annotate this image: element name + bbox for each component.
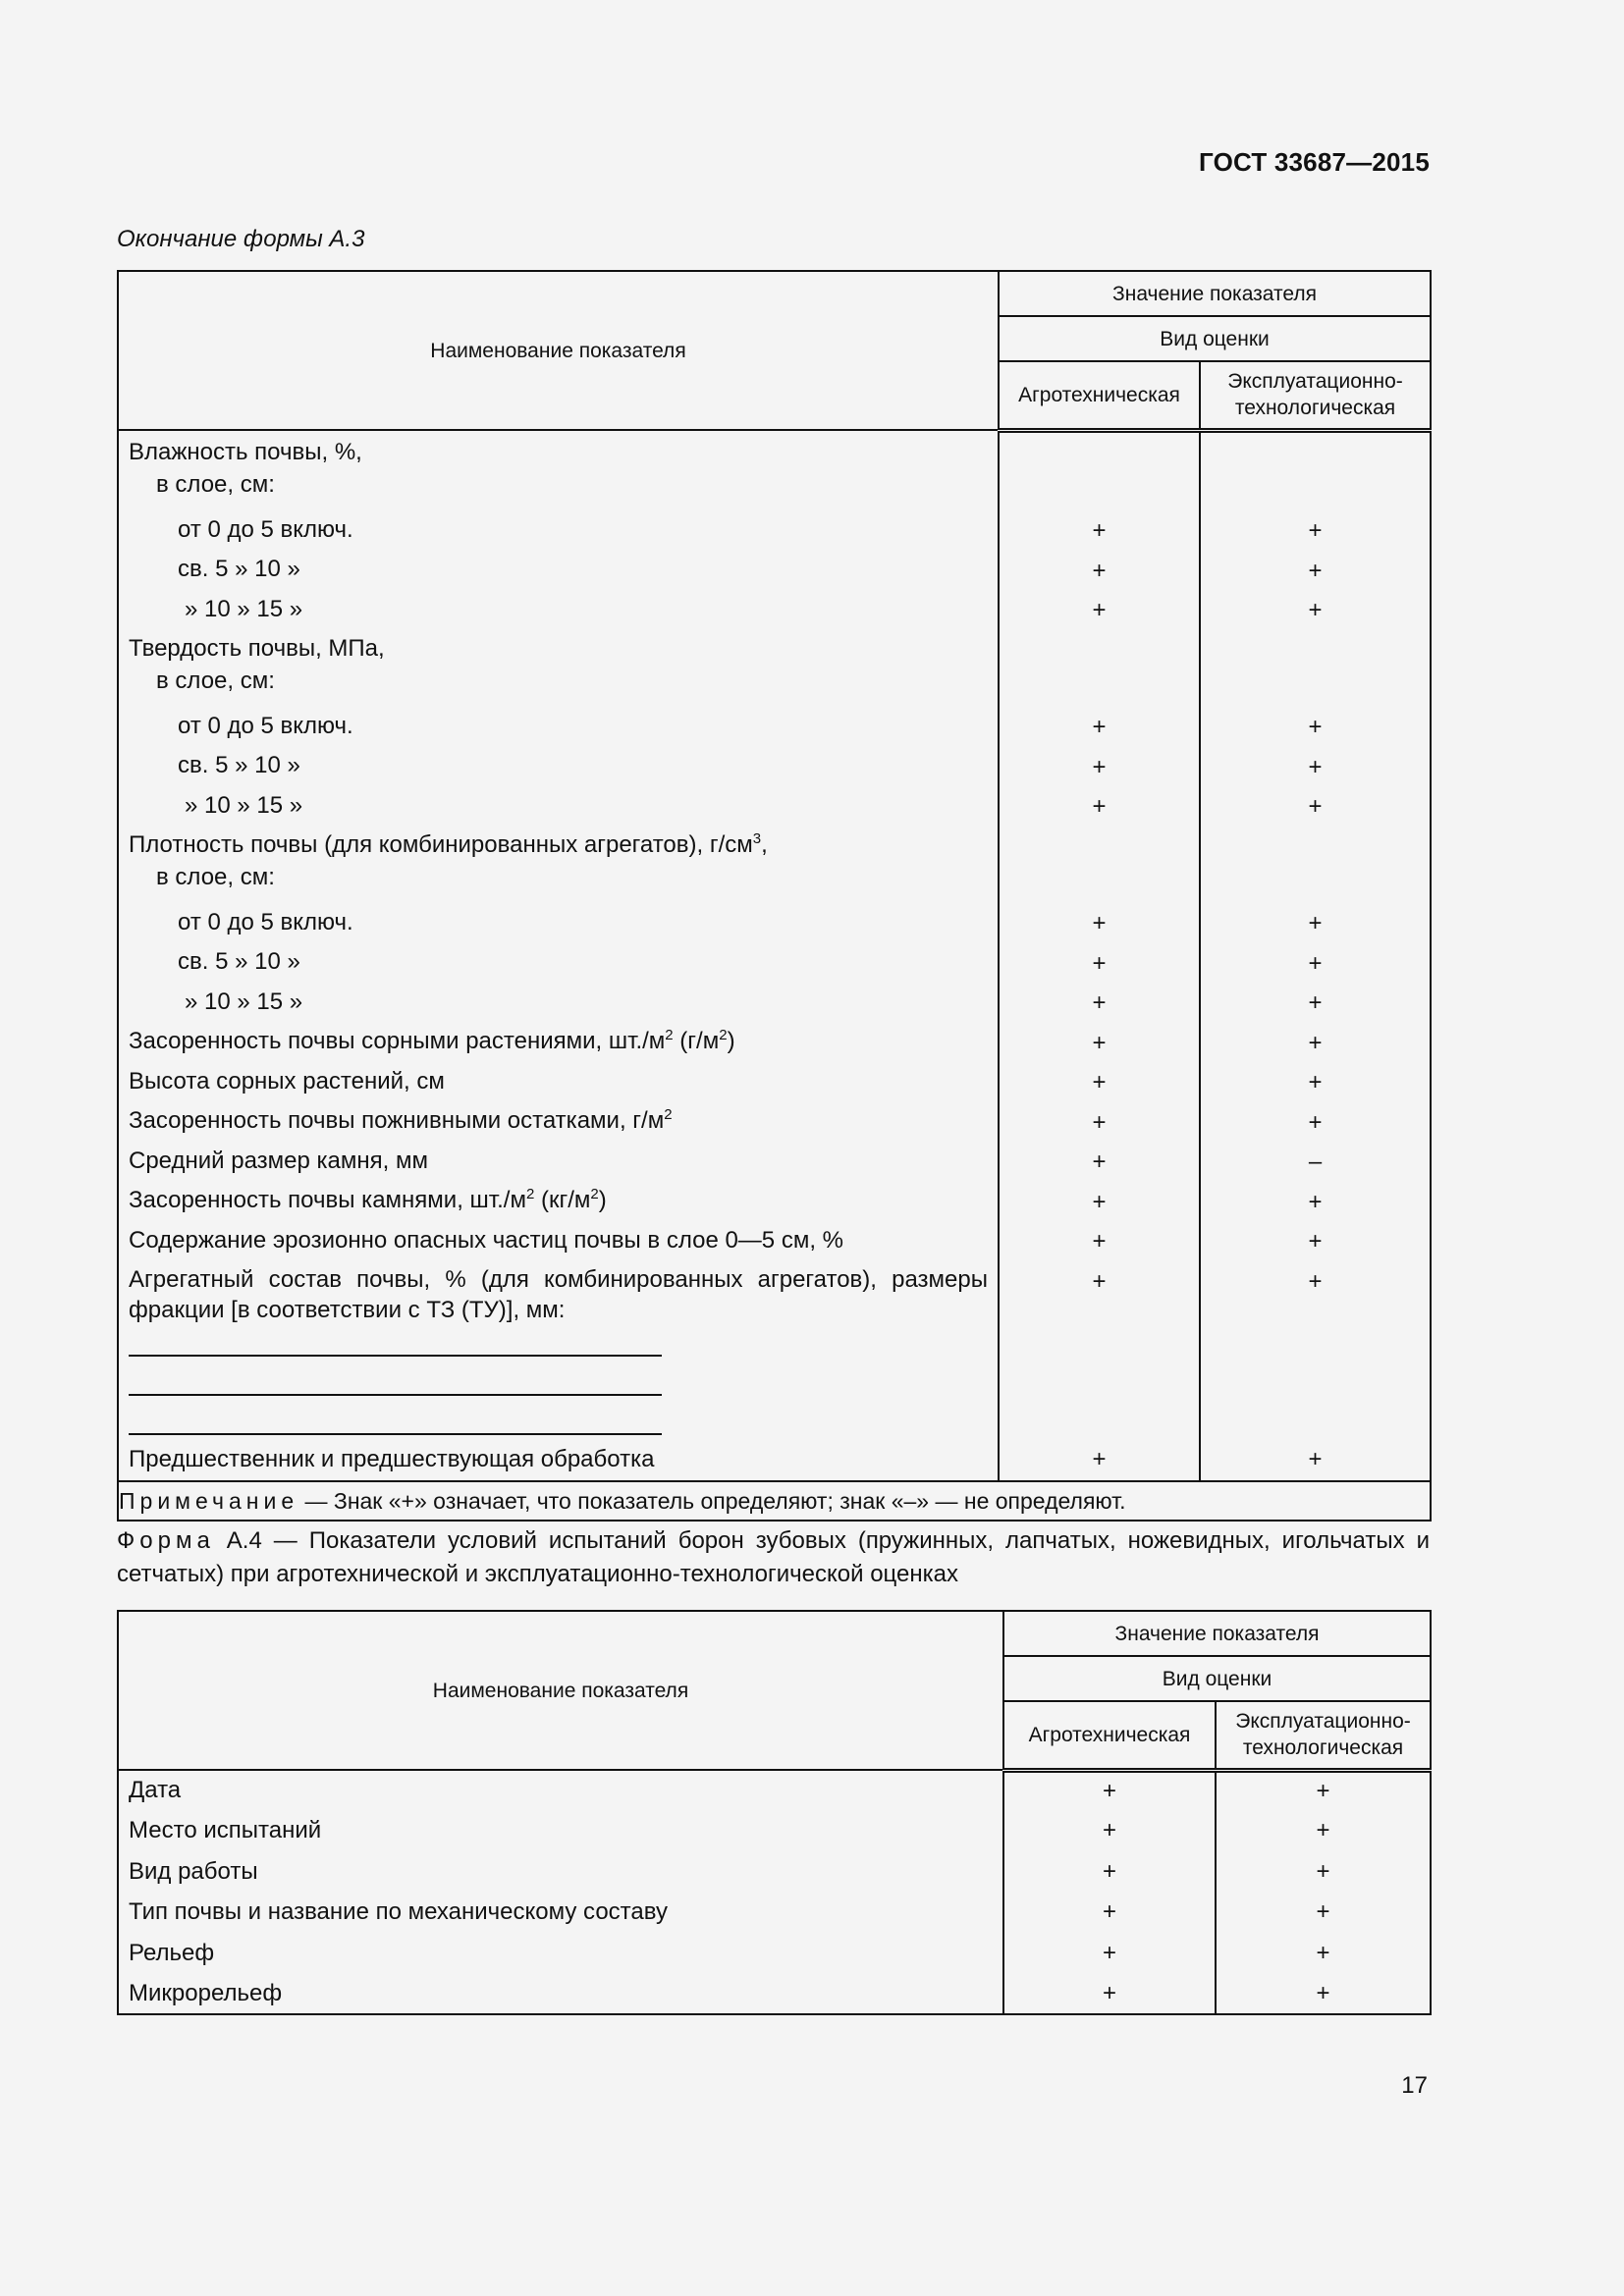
header-assessment-type: Вид оценки — [1003, 1656, 1431, 1701]
table-row: Влажность почвы, %, — [129, 439, 362, 465]
blank-fill-line — [129, 1357, 662, 1396]
table-row: Предшественник и предшествующая обработка — [129, 1446, 655, 1472]
value-cell: + — [1092, 1228, 1107, 1255]
table1-caption: Окончание формы А.3 — [117, 226, 365, 252]
table-form-a3 — [117, 270, 1432, 1522]
value-cell: + — [1308, 910, 1323, 936]
value-cell: + — [1092, 1108, 1107, 1136]
value-cell: + — [1216, 1893, 1431, 1934]
value-cell: + — [1092, 1188, 1107, 1215]
table-row — [118, 1974, 1431, 2015]
value-cell: + — [1092, 517, 1107, 544]
expl-values-column — [1200, 430, 1431, 1481]
header-col-expl: Эксплуатационно- технологическая — [1216, 1701, 1431, 1770]
value-cell: + — [1003, 1933, 1216, 1974]
table-row: от 0 до 5 включ. — [178, 712, 353, 739]
value-cell: + — [1308, 557, 1323, 584]
table-row: Засоренность почвы сорными растениями, $шт./м^2$ $(г/м^2)$ — [129, 1027, 735, 1054]
table-note: Примечание — Знак «+» означает, что показатель определяют; знак «–» — не определяют. — [118, 1481, 1431, 1521]
value-cell: + — [1308, 1029, 1323, 1056]
header-value-group: Значение показателя — [999, 271, 1431, 316]
header-assessment-type: Вид оценки — [999, 316, 1431, 361]
value-cell: + — [1092, 1445, 1107, 1472]
header-indicator-name: Наименование показателя — [118, 1611, 1003, 1770]
header-col-agro: Агротехническая — [1003, 1701, 1216, 1770]
value-cell: + — [1308, 517, 1323, 544]
value-cell: + — [1216, 1974, 1431, 2015]
table-row — [118, 1851, 1431, 1893]
table-row: Агрегатный состав почвы, % (для комбинированных агрегатов), размеры фракции [в соответствии с ТЗ (ТУ)], мм: — [129, 1266, 988, 1323]
value-cell: + — [1092, 793, 1107, 820]
agro-values-column — [999, 430, 1200, 1481]
header-value-group: Значение показателя — [1003, 1611, 1431, 1656]
value-cell: + — [1003, 1851, 1216, 1893]
table-row: Содержание эрозионно опасных частиц почвы в слое 0—5 см, % — [129, 1226, 843, 1254]
table-row: » 10 » 15 » — [185, 791, 303, 819]
row-name: Тип почвы и название по механическому составу — [118, 1893, 1003, 1934]
value-cell: + — [1216, 1933, 1431, 1974]
table-row: св. 5 » 10 » — [178, 752, 300, 778]
table-row: Засоренность почвы камнями, $шт./м^2$ $(кг/м^2)$ — [129, 1186, 607, 1213]
blank-fill-line — [129, 1325, 662, 1357]
table-row: Высота сорных растений, см — [129, 1067, 445, 1095]
table-row: » 10 » 15 » — [185, 988, 303, 1015]
form-a4-title: Форма А.4 — Показатели условий испытаний борон зубовых (пружинных, лапчатых, ножевидных, игольчатых и сетчатых) при агротехнической и эксплуатационно-технологической оценках — [117, 1527, 1430, 1587]
row-name: Вид работы — [118, 1851, 1003, 1893]
value-cell: + — [1308, 1228, 1323, 1255]
value-cell: + — [1092, 1069, 1107, 1095]
row-name: Рельеф — [118, 1933, 1003, 1974]
value-cell: + — [1308, 989, 1323, 1016]
table-row: от 0 до 5 включ. — [178, 515, 353, 543]
table-form-a4 — [117, 1610, 1432, 2015]
value-cell: + — [1092, 714, 1107, 740]
table-row: св. 5 » 10 » — [178, 556, 300, 582]
value-cell: + — [1092, 1267, 1107, 1295]
page-number: 17 — [1401, 2072, 1428, 2099]
value-cell: + — [1308, 597, 1323, 623]
header-indicator-name: Наименование показателя — [118, 271, 999, 430]
table-row — [118, 1811, 1431, 1852]
standard-code: ГОСТ 33687—2015 — [1199, 147, 1430, 177]
value-cell: + — [1003, 1770, 1216, 1811]
value-cell: + — [1216, 1851, 1431, 1893]
value-cell: + — [1308, 1108, 1323, 1136]
blank-fill-line — [129, 1396, 662, 1435]
table-row: Плотность почвы (для комбинированных агрегатов), $г/см^3$, — [129, 830, 768, 858]
value-cell: + — [1092, 949, 1107, 977]
value-cell: + — [1308, 753, 1323, 780]
table-row — [118, 1893, 1431, 1934]
table-row: Засоренность почвы пожнивными остатками, $г/м^2$ — [129, 1106, 673, 1134]
table-row: в слое, см: — [156, 863, 275, 890]
value-cell: + — [1092, 910, 1107, 936]
row-name: Место испытаний — [118, 1811, 1003, 1852]
value-cell: + — [1003, 1974, 1216, 2015]
value-cell: + — [1003, 1811, 1216, 1852]
value-cell: + — [1092, 1029, 1107, 1056]
value-cell: + — [1308, 1069, 1323, 1095]
table-row: от 0 до 5 включ. — [178, 908, 353, 935]
table-row: в слое, см: — [156, 667, 275, 694]
value-cell: + — [1092, 753, 1107, 780]
table-row: Средний размер камня, мм — [129, 1147, 428, 1174]
value-cell: + — [1092, 597, 1107, 623]
header-col-expl: Эксплуатационно- технологическая — [1200, 361, 1431, 430]
header-col-agro: Агротехническая — [999, 361, 1200, 430]
table-row — [118, 1770, 1431, 1811]
table-row: св. 5 » 10 » — [178, 948, 300, 975]
value-cell: + — [1308, 793, 1323, 820]
value-cell: + — [1308, 949, 1323, 977]
value-cell: + — [1308, 1445, 1323, 1472]
row-name: Дата — [118, 1770, 1003, 1811]
table-row: » 10 » 15 » — [185, 595, 303, 622]
table-row: в слое, см: — [156, 470, 275, 498]
table-row: Твердость почвы, МПа, — [129, 635, 385, 662]
indicator-names-column — [118, 430, 999, 1481]
value-cell: + — [1092, 557, 1107, 584]
row-name: Микрорельеф — [118, 1974, 1003, 2015]
value-cell: + — [1092, 989, 1107, 1016]
value-cell: + — [1003, 1893, 1216, 1934]
value-cell: + — [1308, 1188, 1323, 1215]
value-cell: + — [1216, 1770, 1431, 1811]
table-row — [118, 1933, 1431, 1974]
value-cell: + — [1308, 1267, 1323, 1295]
value-cell: + — [1216, 1811, 1431, 1852]
value-cell: – — [1308, 1148, 1323, 1175]
value-cell: + — [1092, 1148, 1107, 1175]
value-cell: + — [1308, 714, 1323, 740]
